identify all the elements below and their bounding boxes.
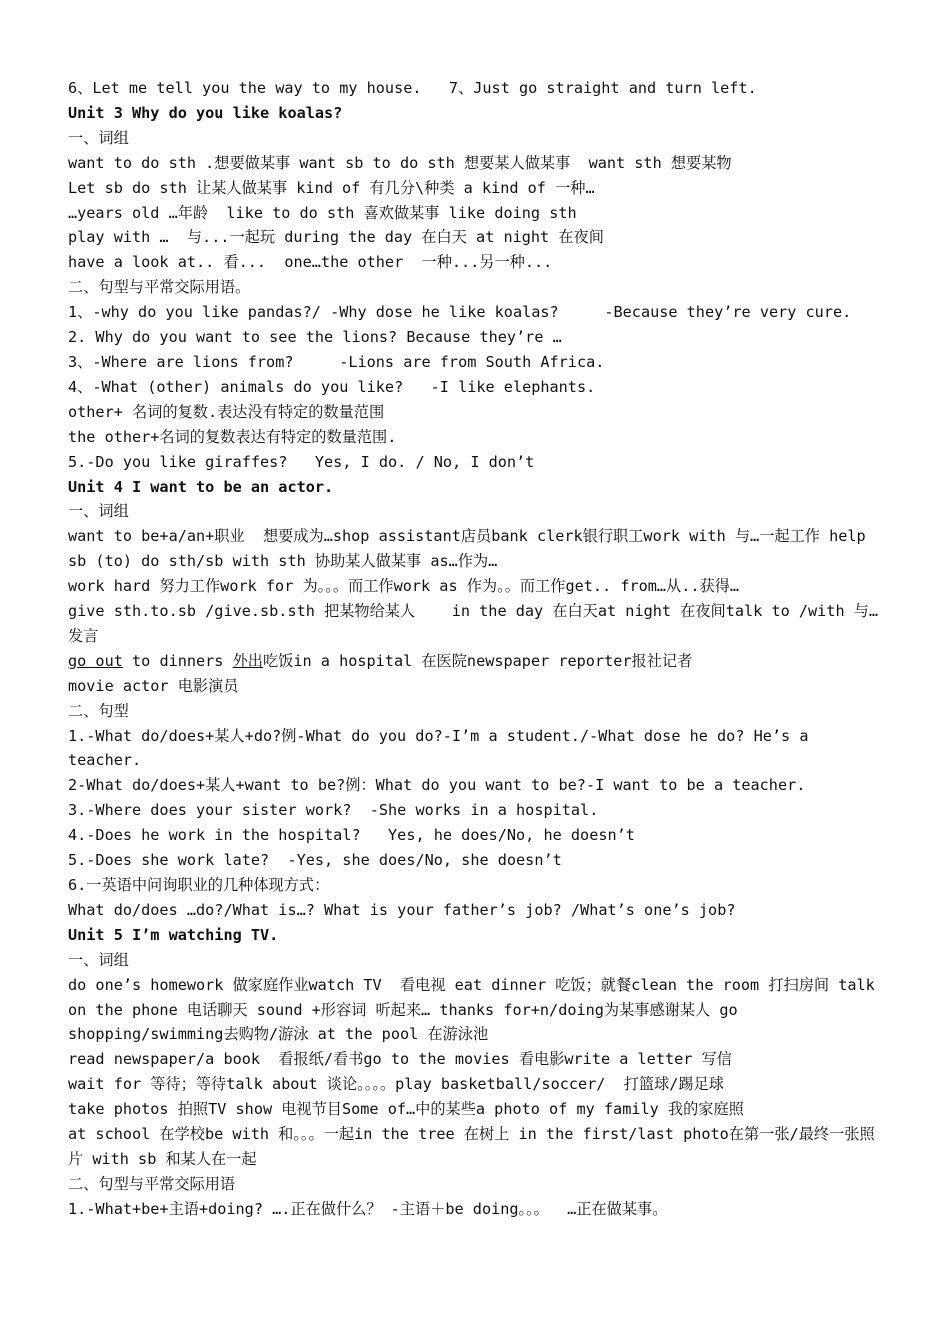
text-line	[68, 649, 884, 674]
unit-heading: Unit 4 I want to be an actor.	[68, 477, 334, 496]
section-heading: 二、句型与平常交际用语。	[68, 278, 251, 297]
text-fragment: to dinners	[122, 651, 233, 670]
section-heading: 二、句型	[68, 701, 129, 720]
text-line: play with … 与...一起玩 during the day 在白天 at night 在夜间	[68, 228, 604, 247]
text-fragment: 吃饭in a hospital 在医院newspaper reporter报社记者	[262, 651, 693, 670]
text-line: want to do sth .想要做某事 want sb to do sth 想要某人做某事 want sth 想要某物	[68, 153, 732, 172]
section-heading: 一、词组	[68, 502, 129, 521]
text-line: other+ 名词的复数.表达没有特定的数量范围	[68, 402, 385, 421]
section-heading: 一、词组	[68, 128, 129, 147]
text-line: 5.-Does she work late? -Yes, she does/No, she doesn’t	[68, 851, 562, 870]
text-line: 6.一英语中问询职业的几种体现方式：	[68, 876, 330, 894]
underlined-phrase: 外出	[232, 651, 263, 670]
text-line: What do/does …do?/What is…? What is your father’s job? /What’s one’s job?	[68, 900, 736, 919]
text-line: wait for 等待；等待talk about 谈论。。。。play basketball/soccer/ 打篮球/踢足球	[68, 1075, 724, 1094]
text-line: 2. Why do you want to see the lions? Because they’re …	[68, 328, 562, 347]
text-line: 4.-Does he work in the hospital? Yes, he does/No, he doesn’t	[68, 826, 635, 845]
text-line: the other+名词的复数表达有特定的数量范围.	[68, 427, 397, 446]
text-line: give sth.to.sb /give.sb.sth 把某物给某人 in the day 在白天at night 在夜间talk to /with 与…发言	[68, 602, 879, 645]
section-heading: 一、词组	[68, 950, 129, 969]
text-line: read newspaper/a book 看报纸/看书go to the movies 看电影write a letter 写信	[68, 1050, 732, 1069]
unit-heading: Unit 5 I’m watching TV.	[68, 925, 279, 944]
text-line: 1.-What do/does+某人+do?例-What do you do?-I’m a student./-What dose he do? He’s a teacher.	[68, 726, 818, 770]
text-line: 3、-Where are lions from? -Lions are from South Africa.	[68, 352, 605, 371]
text-line: 3.-Where does your sister work? -She works in a hospital.	[68, 801, 599, 820]
section-heading: 二、句型与平常交际用语	[68, 1174, 236, 1193]
document-page	[68, 76, 884, 1222]
underlined-phrase: go out	[68, 651, 123, 670]
text-line: 1、-why do you like pandas?/ -Why dose he like koalas? -Because they’re very cure.	[68, 303, 852, 322]
text-line: 5.-Do you like giraffes? Yes, I do. / No, I don’t	[68, 452, 535, 471]
text-line: at school 在学校be with 和。。。一起in the tree 在树上 in the first/last photo在第一张/最终一张照片 with sb 和某人在一起	[68, 1125, 875, 1168]
text-line: have a look at.. 看... one…the other 一种...另一种...	[68, 253, 553, 272]
text-line: do one’s homework 做家庭作业watch TV 看电视 eat dinner 吃饭；就餐clean the room 打扫房间 talk on the phone 电话聊天 sound +形容词 听起来… thanks for+n/doing为某事感谢某人 go shopping/swimming去购物/游泳 at the pool 在游泳池	[68, 975, 884, 1044]
text-line: movie actor 电影演员	[68, 676, 239, 695]
unit-heading: Unit 3 Why do you like koalas?	[68, 103, 343, 122]
text-line: …years old …年龄 like to do sth 喜欢做某事 like doing sth	[68, 203, 577, 222]
text-line: work hard 努力工作work for 为。。。而工作work as 作为。。而工作get.. from…从..获得…	[68, 577, 740, 596]
text-line: 4、-What (other) animals do you like? -I like elephants.	[68, 377, 596, 396]
text-line: Let sb do sth 让某人做某事 kind of 有几分\种类 a kind of 一种…	[68, 178, 595, 197]
text-line: 6、Let me tell you the way to my house. 7、Just go straight and turn left.	[68, 79, 757, 97]
text-line: want to be+a/an+职业 想要成为…shop assistant店员bank clerk银行职工work with 与…一起工作 help sb (to) do sth/sb with sth 协助某人做某事 as…作为…	[68, 527, 875, 571]
text-line: take photos 拍照TV show 电视节目Some of…中的某些a photo of my family 我的家庭照	[68, 1100, 744, 1119]
text-line: 2-What do/does+某人+want to be?例：What do you want to be?-I want to be a teacher.	[68, 776, 806, 795]
text-line: 1.-What+be+主语+doing? ….正在做什么？ -主语＋be doing。。。 …正在做某事。	[68, 1199, 668, 1218]
